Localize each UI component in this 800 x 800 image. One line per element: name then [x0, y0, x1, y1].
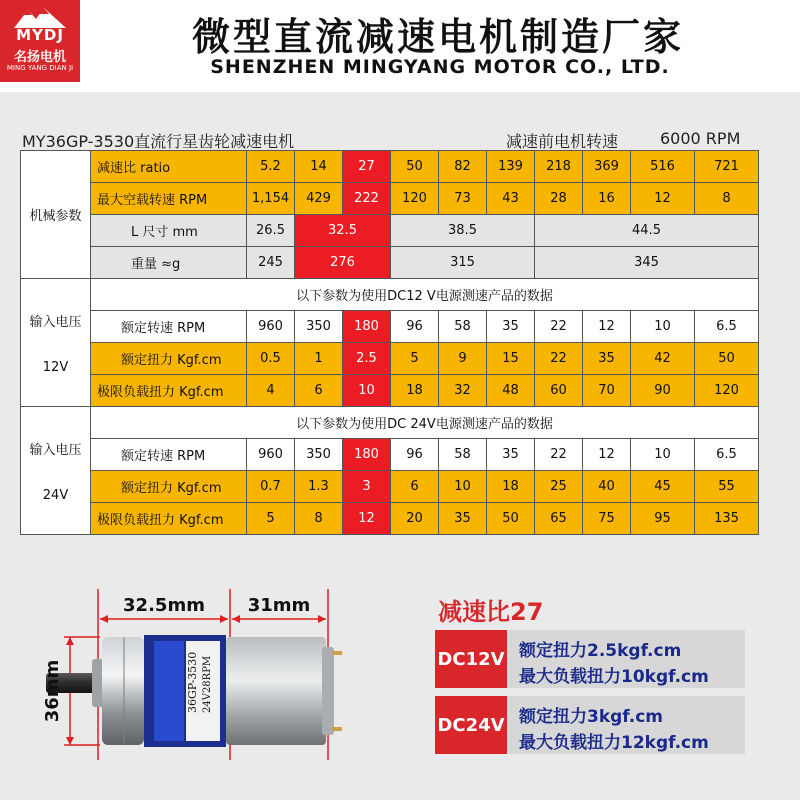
table-cell: 135 [695, 503, 759, 535]
table-cell: 350 [295, 439, 343, 471]
table-cell: 12 [583, 439, 631, 471]
table-cell: 345 [535, 247, 759, 279]
table-cell: 44.5 [535, 215, 759, 247]
summary-dc12-line1: 额定扭力2.5kgf.cm [519, 641, 682, 661]
table-cell: 6.5 [695, 439, 759, 471]
table-cell: 8 [295, 503, 343, 535]
table-cell: 35 [439, 503, 487, 535]
motor-speed-value: 6000 RPM [660, 129, 741, 148]
table-cell-highlight: 180 [343, 311, 391, 343]
table-cell: 82 [439, 151, 487, 183]
table-cell: 35 [487, 311, 535, 343]
table-cell-highlight: 10 [343, 375, 391, 407]
group-12v-title: 输入电压 [29, 314, 82, 330]
table-cell: 35 [583, 343, 631, 375]
table-cell: 26.5 [247, 215, 295, 247]
table-cell: 48 [487, 375, 535, 407]
table-cell: 55 [695, 471, 759, 503]
table-cell: 120 [391, 183, 439, 215]
v12-torque-row [21, 343, 759, 375]
table-cell-highlight: 222 [343, 183, 391, 215]
group-24v-title: 输入电压 [29, 442, 82, 458]
v12-limit-row [21, 375, 759, 407]
table-cell-highlight: 3 [343, 471, 391, 503]
product-model: MY36GP-3530直流行星齿轮减速电机 [22, 132, 295, 151]
table-cell: 32 [439, 375, 487, 407]
dimension-motor-length: 31mm [247, 595, 311, 616]
table-cell: 5 [391, 343, 439, 375]
table-cell: 18 [391, 375, 439, 407]
motor-label-line1: 36GP-3530 [186, 651, 199, 713]
weight-row [21, 247, 759, 279]
dimension-gearbox-length: 32.5mm [123, 595, 205, 616]
v24-limit-row [21, 503, 759, 535]
table-cell: 50 [391, 151, 439, 183]
table-cell: 90 [631, 375, 695, 407]
summary-dc24 [435, 696, 745, 754]
row-label: 最大空载转速 RPM [91, 183, 247, 215]
company-name-en: SHENZHEN MINGYANG MOTOR CO., LTD. [210, 56, 670, 78]
dimension-diameter: 36mm [42, 659, 63, 723]
table-cell-highlight: 2.5 [343, 343, 391, 375]
table-cell: 1 [295, 343, 343, 375]
table-cell: 40 [583, 471, 631, 503]
logo-brand: MYDJ [16, 26, 64, 44]
table-cell: 8 [695, 183, 759, 215]
table-cell-highlight: 180 [343, 439, 391, 471]
table-cell-highlight: 276 [295, 247, 391, 279]
table-cell: 12 [583, 311, 631, 343]
length-row [21, 215, 759, 247]
table-cell: 22 [535, 311, 583, 343]
gearbox-body [102, 637, 144, 745]
table-cell-highlight: 32.5 [295, 215, 391, 247]
motor-image [30, 585, 400, 790]
table-cell: 18 [487, 471, 535, 503]
table-cell: 5.2 [247, 151, 295, 183]
row-label: 额定扭力 Kgf.cm [91, 471, 247, 503]
v24-note-row [21, 407, 759, 439]
table-cell: 6 [391, 471, 439, 503]
noload-speed-row [21, 183, 759, 215]
summary-dc12-line2: 最大负载扭力10kgf.cm [519, 667, 709, 687]
group-12v-value: 12V [42, 359, 69, 375]
summary-dc24-line1: 额定扭力3kgf.cm [519, 707, 664, 727]
company-logo [0, 0, 80, 82]
v24-torque-row [21, 471, 759, 503]
row-label: 减速比 ratio [91, 151, 247, 183]
mountain-icon [14, 6, 66, 28]
header [0, 0, 800, 92]
summary-dc24-tag: DC24V [435, 696, 507, 754]
table-cell: 960 [247, 439, 295, 471]
group-24v-value: 24V [42, 487, 69, 503]
table-cell: 22 [535, 439, 583, 471]
table-cell: 25 [535, 471, 583, 503]
table-cell: 139 [487, 151, 535, 183]
table-cell: 516 [631, 151, 695, 183]
table-cell: 70 [583, 375, 631, 407]
table-cell: 38.5 [391, 215, 535, 247]
v24-note: 以下参数为使用DC 24V电源测速产品的数据 [91, 407, 759, 439]
table-cell: 369 [583, 151, 631, 183]
table-cell: 350 [295, 311, 343, 343]
table-cell: 0.7 [247, 471, 295, 503]
table-cell: 96 [391, 311, 439, 343]
motor-label-line2: 24V28RPM [202, 655, 213, 713]
ratio-row [21, 151, 759, 183]
table-cell: 73 [439, 183, 487, 215]
table-cell: 20 [391, 503, 439, 535]
table-cell: 22 [535, 343, 583, 375]
row-label: 极限负载扭力 Kgf.cm [91, 503, 247, 535]
table-cell: 43 [487, 183, 535, 215]
page-title: 微型直流减速电机制造厂家 [191, 15, 684, 59]
table-cell: 16 [583, 183, 631, 215]
v12-note: 以下参数为使用DC12 V电源测速产品的数据 [91, 279, 759, 311]
summary-dc24-line2: 最大负载扭力12kgf.cm [519, 733, 709, 753]
summary-dc12-tag: DC12V [435, 630, 507, 688]
table-cell: 960 [247, 311, 295, 343]
table-cell: 315 [391, 247, 535, 279]
table-cell: 35 [487, 439, 535, 471]
table-cell: 42 [631, 343, 695, 375]
v12-speed-row [21, 311, 759, 343]
table-cell: 50 [487, 503, 535, 535]
table-cell: 6.5 [695, 311, 759, 343]
row-label: 重量 ≈g [91, 247, 247, 279]
logo-cn-name: 名扬电机 [13, 50, 66, 65]
table-cell: 218 [535, 151, 583, 183]
group-mechanical: 机械参数 [21, 151, 91, 279]
table-cell: 60 [535, 375, 583, 407]
group-12v [21, 279, 91, 407]
table-cell: 95 [631, 503, 695, 535]
table-cell: 429 [295, 183, 343, 215]
table-cell: 58 [439, 439, 487, 471]
table-cell: 5 [247, 503, 295, 535]
motor-can [226, 637, 326, 745]
table-cell: 96 [391, 439, 439, 471]
summary-title: 减速比27 [438, 598, 544, 626]
table-cell: 6 [295, 375, 343, 407]
row-label: 额定转速 RPM [91, 439, 247, 471]
table-cell: 58 [439, 311, 487, 343]
table-cell: 12 [631, 183, 695, 215]
row-label: 额定转速 RPM [91, 311, 247, 343]
table-cell: 10 [631, 439, 695, 471]
table-cell: 9 [439, 343, 487, 375]
table-cell: 75 [583, 503, 631, 535]
motor-speed-label: 减速前电机转速 [506, 132, 619, 151]
table-cell: 14 [295, 151, 343, 183]
table-cell: 0.5 [247, 343, 295, 375]
table-cell: 4 [247, 375, 295, 407]
group-24v [21, 407, 91, 535]
table-cell: 10 [439, 471, 487, 503]
table-cell: 10 [631, 311, 695, 343]
v12-note-row [21, 279, 759, 311]
table-cell: 50 [695, 343, 759, 375]
table-cell: 245 [247, 247, 295, 279]
row-label: 额定扭力 Kgf.cm [91, 343, 247, 375]
row-label: L 尺寸 mm [91, 215, 247, 247]
table-cell: 45 [631, 471, 695, 503]
row-label: 极限负载扭力 Kgf.cm [91, 375, 247, 407]
table-cell: 1,154 [247, 183, 295, 215]
table-cell: 721 [695, 151, 759, 183]
table-cell: 28 [535, 183, 583, 215]
table-cell: 65 [535, 503, 583, 535]
table-cell-highlight: 27 [343, 151, 391, 183]
v24-speed-row [21, 439, 759, 471]
table-cell: 1.3 [295, 471, 343, 503]
spec-table [20, 150, 759, 535]
logo-pinyin: MING YANG DIAN JI [6, 64, 74, 72]
table-cell: 15 [487, 343, 535, 375]
table-cell: 120 [695, 375, 759, 407]
summary-dc12 [435, 630, 745, 688]
table-cell-highlight: 12 [343, 503, 391, 535]
